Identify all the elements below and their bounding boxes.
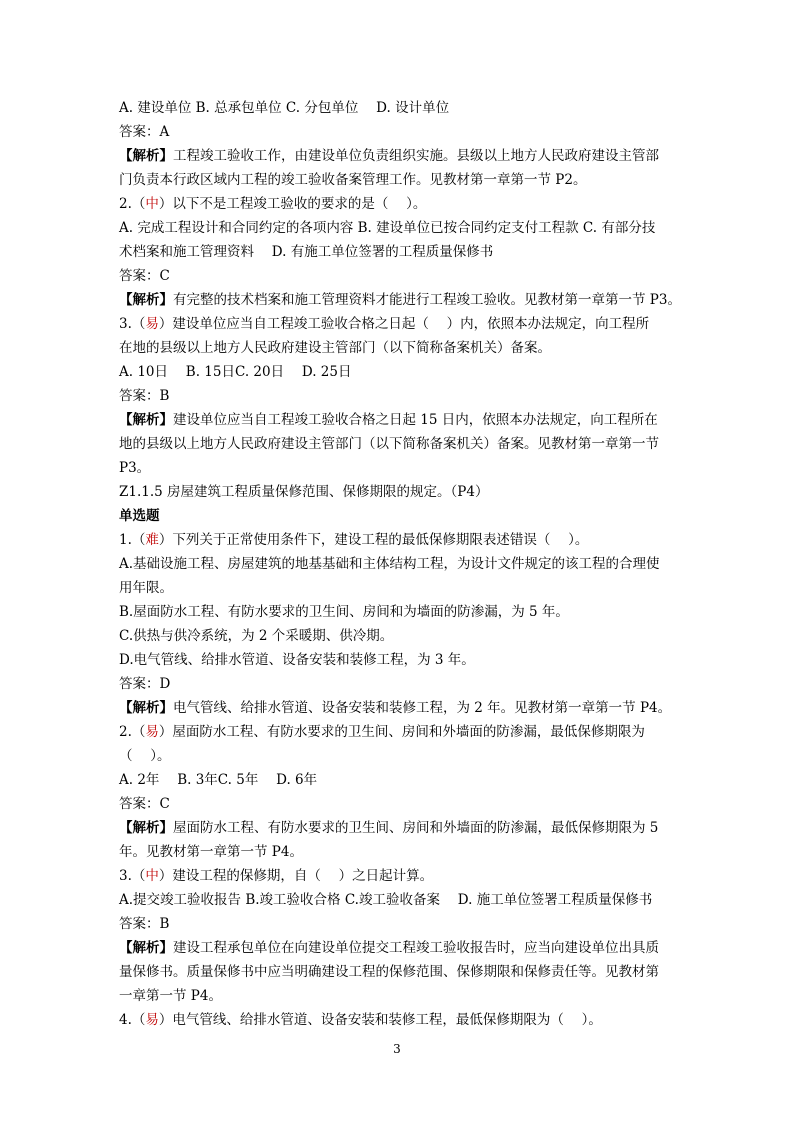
difficulty-level: 难: [145, 532, 159, 548]
text-line: 地的县级以上地方人民政府建设主管部门（以下简称备案机关）备案。见教材第一章第一节: [119, 436, 659, 452]
explanation-line: [119, 936, 685, 960]
text-line: D.电气管线、给排水管道、设备安装和装修工程，为 3 年。: [119, 652, 475, 668]
question-number: 2.（: [119, 724, 146, 740]
explanation-text: 电气管线、给排水管道、设备安装和装修工程，为 2 年。见教材第一章第一节 P4。: [173, 700, 672, 716]
text-line: 门负责本行政区域内工程的竣工验收备案管理工作。见教材第一章第一节 P2。: [119, 172, 587, 188]
question-line: [119, 528, 685, 552]
difficulty-level: 中: [145, 868, 159, 884]
question-number: 2.（: [119, 196, 146, 212]
explanation-text: 建设单位应当自工程竣工验收合格之日起 15 日内，依照本办法规定，向工程所在: [173, 412, 658, 428]
text-line: A. 10日 B. 15日C. 20日 D. 25日: [119, 364, 352, 380]
explanation-text: 屋面防水工程、有防水要求的卫生间、房间和外墙面的防渗漏，最低保修期限为 5: [173, 820, 659, 836]
explanation-tag: 【解析】: [119, 700, 173, 716]
explanation-line: [119, 288, 685, 312]
difficulty-level: 易: [145, 724, 159, 740]
text-line: C.供热与供冷系统，为 2 个采暖期、供冷期。: [119, 628, 394, 644]
text-line: P3。: [119, 460, 151, 476]
document-body: [119, 96, 685, 1032]
text-line: 答案：C: [119, 268, 170, 284]
question-text: ）建设单位应当自工程竣工验收合格之日起（ ）内，依照本办法规定，向工程所: [158, 316, 650, 332]
text-line: 一章第一节 P4。: [119, 988, 222, 1004]
explanation-tag: 【解析】: [119, 820, 173, 836]
text-line: A.提交竣工验收报告 B.竣工验收合格 C.竣工验收备案 D. 施工单位签署工程质量保修书: [119, 892, 653, 908]
text-line: 答案：B: [119, 916, 170, 932]
text-line: 用年限。: [119, 580, 173, 596]
question-number: 4.（: [119, 1012, 146, 1028]
text-line: A.基础设施工程、房屋建筑的地基基础和主体结构工程，为设计文件规定的该工程的合理使: [119, 556, 660, 572]
question-text: ）下列关于正常使用条件下，建设工程的最低保修期限表述错误（ ）。: [158, 532, 589, 548]
text-line: 答案：D: [119, 676, 171, 692]
explanation-text: 有完整的技术档案和施工管理资料才能进行工程竣工验收。见教材第一章第一节 P3。: [173, 292, 681, 308]
explanation-tag: 【解析】: [119, 412, 173, 428]
text-line: A. 完成工程设计和合同约定的各项内容 B. 建设单位已按合同约定支付工程款 C. 有部分技: [119, 220, 656, 236]
text-line: 术档案和施工管理资料 D. 有施工单位签署的工程质量保修书: [119, 244, 494, 260]
text-line: （ ）。: [119, 748, 171, 764]
question-text: ）以下不是工程竣工验收的要求的是（ ）。: [158, 196, 427, 212]
text-line: B.屋面防水工程、有防水要求的卫生间、房间和为墙面的防渗漏，为 5 年。: [119, 604, 569, 620]
explanation-tag: 【解析】: [119, 292, 173, 308]
question-line: [119, 1008, 685, 1032]
question-number: 3.（: [119, 316, 146, 332]
section-heading: 单选题: [119, 508, 160, 524]
difficulty-level: 易: [145, 1012, 159, 1028]
text-line: 量保修书。质量保修书中应当明确建设工程的保修范围、保修期限和保修责任等。见教材第: [119, 964, 659, 980]
explanation-line: [119, 816, 685, 840]
question-text: ）电气管线、给排水管道、设备安装和装修工程，最低保修期限为（ ）。: [158, 1012, 602, 1028]
explanation-text: 建设工程承包单位在向建设单位提交工程竣工验收报告时，应当向建设单位出具质: [173, 940, 659, 956]
question-text: ）屋面防水工程、有防水要求的卫生间、房间和外墙面的防渗漏，最低保修期限为: [158, 724, 645, 740]
explanation-tag: 【解析】: [119, 148, 173, 164]
text-line: 年。见教材第一章第一节 P4。: [119, 844, 303, 860]
explanation-text: 工程竣工验收工作，由建设单位负责组织实施。县级以上地方人民政府建设主管部: [173, 148, 659, 164]
question-number: 3.（: [119, 868, 146, 884]
question-line: [119, 312, 685, 336]
explanation-tag: 【解析】: [119, 940, 173, 956]
text-line: 答案：C: [119, 796, 170, 812]
question-line: [119, 864, 685, 888]
text-line: 在地的县级以上地方人民政府建设主管部门（以下简称备案机关）备案。: [119, 340, 551, 356]
question-number: 1.（: [119, 532, 146, 548]
difficulty-level: 中: [145, 196, 159, 212]
text-line: A. 2年 B. 3年C. 5年 D. 6年: [119, 772, 318, 788]
text-line: A. 建设单位 B. 总承包单位 C. 分包单位 D. 设计单位: [119, 100, 450, 116]
explanation-line: [119, 696, 685, 720]
explanation-line: [119, 408, 685, 432]
question-line: [119, 720, 685, 744]
text-line: 答案：A: [119, 124, 170, 140]
question-text: ）建设工程的保修期，自（ ）之日起计算。: [158, 868, 434, 884]
text-line: 答案：B: [119, 388, 170, 404]
text-line: Z1.1.5 房屋建筑工程质量保修范围、保修期限的规定。（P4）: [119, 484, 489, 500]
explanation-line: [119, 144, 685, 168]
question-line: [119, 192, 685, 216]
page-number: 3: [393, 1042, 401, 1056]
difficulty-level: 易: [145, 316, 159, 332]
